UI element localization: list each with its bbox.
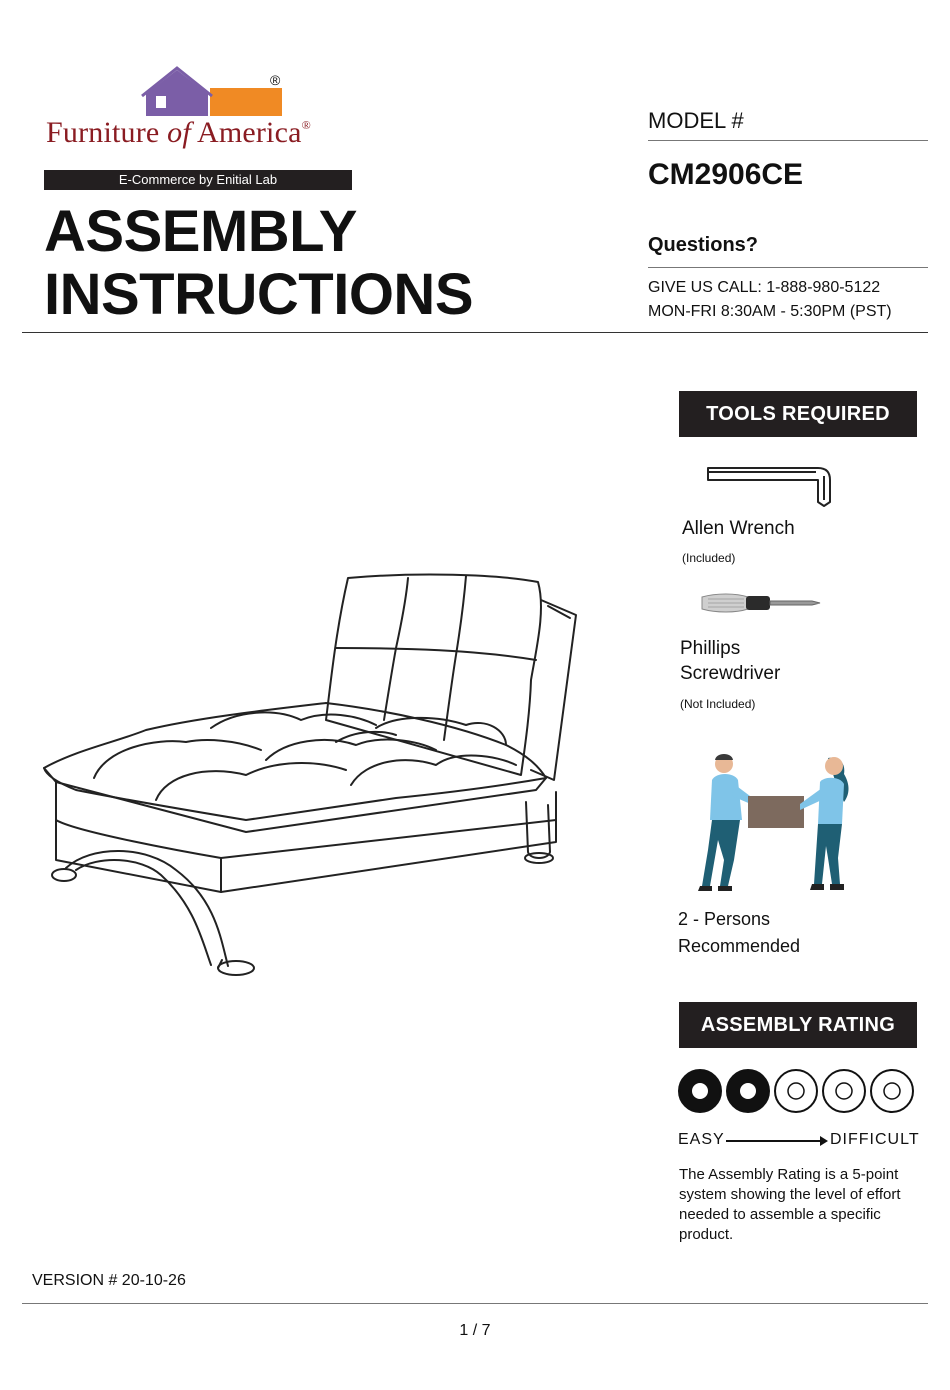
persons-count: 2 - Persons [678, 909, 771, 929]
divider [648, 140, 928, 141]
rating-dot-filled [725, 1068, 771, 1114]
tool-note-included: (Included) [682, 551, 736, 565]
registered-mark: ® [270, 72, 281, 88]
persons-recommended [678, 906, 878, 960]
tool-note-not-included: (Not Included) [680, 697, 756, 711]
scale-difficult-label: DIFFICULT [830, 1131, 920, 1148]
two-persons-icon [688, 750, 868, 900]
scale-arrow [726, 1140, 826, 1142]
persons-recommended-label: Recommended [678, 936, 801, 956]
divider [648, 267, 928, 268]
screwdriver-icon [696, 585, 826, 621]
brand-house-logo [140, 66, 290, 122]
allen-wrench-icon [700, 462, 840, 512]
phone-number: GIVE US CALL: 1-888-980-5122 [648, 279, 881, 296]
scale-arrow-head [820, 1136, 828, 1146]
scale-easy-label: EASY [678, 1131, 725, 1148]
rating-dot-empty [869, 1068, 915, 1114]
tool-name-line: Screwdriver [680, 663, 781, 684]
assembly-rating-banner: ASSEMBLY RATING [679, 1002, 917, 1048]
rating-dot-filled [677, 1068, 723, 1114]
business-hours: MON-FRI 8:30AM - 5:30PM (PST) [648, 303, 892, 320]
title-line-1: ASSEMBLY [44, 199, 357, 264]
page-number: 1 / 7 [459, 1322, 491, 1339]
header-divider [22, 332, 928, 333]
tools-required-banner: TOOLS REQUIRED [679, 391, 917, 437]
tool-name-screwdriver [680, 636, 880, 686]
tool-name-line: Phillips [680, 638, 741, 659]
title-line-2: INSTRUCTIONS [44, 262, 473, 327]
rating-dot-empty [773, 1068, 819, 1114]
footer-divider [22, 1303, 928, 1304]
brand-tagline: E-Commerce by Enitial Lab [44, 170, 352, 190]
chaise-sofa-illustration [36, 570, 596, 990]
rating-dot-empty [821, 1068, 867, 1114]
rating-description: The Assembly Rating is a 5-point system showing the level of effort needed to assemble a specific product. [679, 1166, 901, 1243]
questions-heading: Questions? [648, 234, 759, 256]
version-number: VERSION # 20-10-26 [32, 1272, 186, 1289]
model-number: CM2906CE [648, 158, 804, 191]
brand-name: Furniture of America® [46, 116, 311, 149]
assembly-rating-dots [677, 1068, 917, 1116]
model-label: MODEL # [648, 108, 744, 133]
tool-name-allen-wrench: Allen Wrench [682, 518, 795, 539]
